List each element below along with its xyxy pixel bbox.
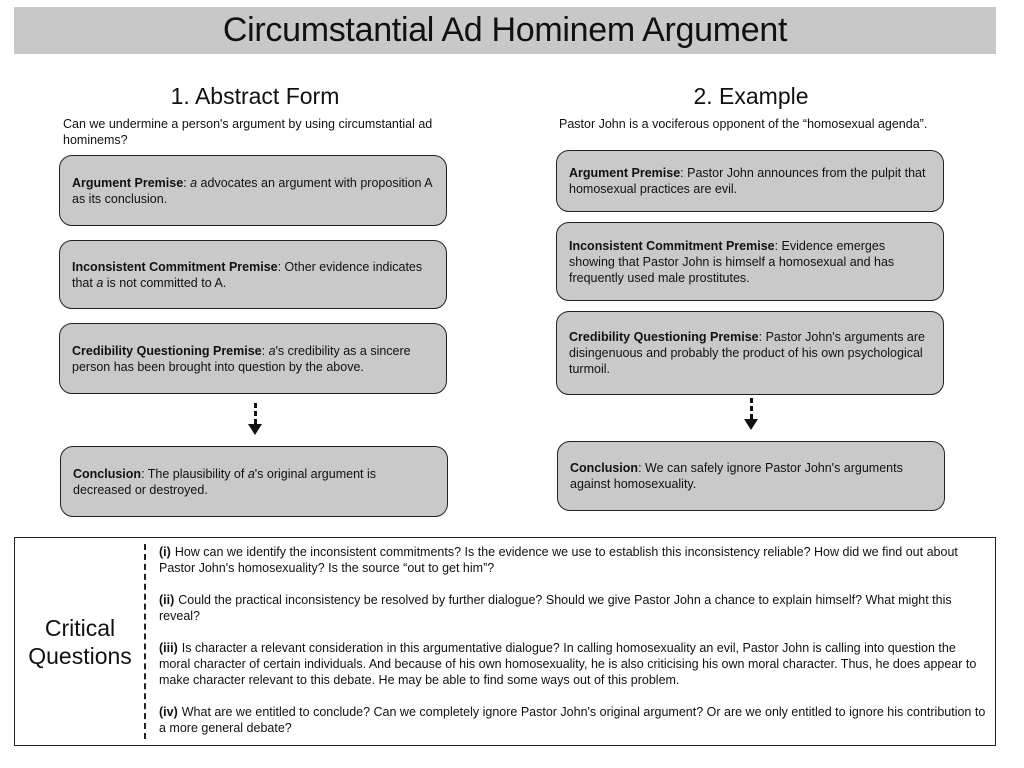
- example-dashed-arrow: [744, 398, 758, 432]
- abstract-heading: 1. Abstract Form: [170, 83, 340, 109]
- example-argument-premise-text: Argument Premise: Pastor John announces from the pulpit that homosexual practices are evil.: [569, 166, 926, 196]
- critical-question-item: (ii) Could the practical inconsistency be resolved by further dialogue? Should we give Pastor John a chance to explain himself? What might this reveal?: [159, 593, 952, 623]
- example-credibility-premise-label: Credibility Questioning Premise: [569, 330, 759, 344]
- abstract-credibility-premise-label: Credibility Questioning Premise: [72, 343, 262, 358]
- variable-a: a: [247, 466, 255, 481]
- abstract-argument-premise-box: [59, 155, 447, 226]
- title-bar: [14, 7, 996, 54]
- example-heading: 2. Example: [693, 83, 809, 109]
- critical-questions-panel: [14, 537, 996, 746]
- example-intro: Pastor John is a vociferous opponent of the “homosexual agenda”.: [559, 117, 928, 131]
- example-inconsistent-premise-box: [556, 222, 944, 301]
- critical-question-item: (i) How can we identify the inconsistent commitments? Is the evidence we use to establish this inconsistency reliable? How did we find out about Pastor John's homosexuality? Is the source “out to get him”?: [159, 545, 958, 575]
- variable-a: a: [190, 175, 198, 190]
- abstract-argument-premise-text: Argument Premise: a advocates an argument with proposition A as its conclusion.: [72, 175, 432, 206]
- abstract-inconsistent-premise-box: [59, 240, 447, 309]
- abstract-inconsistent-premise-text: Inconsistent Commitment Premise: Other evidence indicates that a is not committed to A.: [72, 259, 423, 290]
- abstract-conclusion-text: Conclusion: The plausibility of a's original argument is decreased or destroyed.: [73, 466, 376, 497]
- example-argument-premise-label: Argument Premise: [569, 166, 681, 180]
- abstract-credibility-premise-text: Credibility Questioning Premise: a's credibility as a sincere person has been brought into question by the above.: [72, 343, 411, 374]
- example-credibility-premise-text: Credibility Questioning Premise: Pastor John's arguments are disingenuous and probably the product of his own psychological turmoil.: [569, 330, 925, 376]
- example-conclusion-label: Conclusion: [570, 461, 639, 475]
- abstract-inconsistent-premise-label: Inconsistent Commitment Premise: [72, 259, 278, 274]
- example-inconsistent-premise-label: Inconsistent Commitment Premise: [569, 238, 775, 253]
- abstract-conclusion-box: [60, 446, 448, 517]
- critical-questions-label: Critical Questions: [28, 614, 132, 669]
- example-conclusion-box: [557, 441, 945, 511]
- abstract-argument-premise-label: Argument Premise: [72, 175, 184, 190]
- critical-question-item: (iv) What are we entitled to conclude? Can we completely ignore Pastor John's original argument? Or are we only entitled to ignore his contribution to a more general debate?: [159, 705, 986, 735]
- abstract-credibility-premise-box: [59, 323, 447, 394]
- critical-questions-list: [159, 544, 989, 736]
- example-conclusion-text: Conclusion: We can safely ignore Pastor John's arguments against homosexuality.: [570, 461, 903, 491]
- page-title: Circumstantial Ad Hominem Argument: [222, 11, 788, 49]
- critical-question-item: (iii) Is character a relevant consideration in this argumentative dialogue? In calling homosexuality an evil, Pastor John is calling into question the moral character of certain individuals. And because of his own homosexuality, he is also criticising his own moral character. Thus, he does appear to make character relevant to this debate. He may be able to find some ways out of this problem.: [159, 641, 977, 687]
- example-credibility-premise-box: [556, 311, 944, 395]
- variable-a: a: [268, 343, 276, 358]
- abstract-dashed-arrow: [248, 403, 262, 437]
- variable-a: a: [96, 275, 104, 290]
- abstract-intro: Can we undermine a person's argument by using circumstantial ad hominems?: [63, 117, 433, 147]
- dashed-divider: [144, 544, 146, 739]
- abstract-conclusion-label: Conclusion: [73, 466, 142, 481]
- example-argument-premise-box: [556, 150, 944, 212]
- example-inconsistent-premise-text: Inconsistent Commitment Premise: Evidence emerges showing that Pastor John is himself a homosexual and has frequently used male prostitutes.: [569, 238, 895, 285]
